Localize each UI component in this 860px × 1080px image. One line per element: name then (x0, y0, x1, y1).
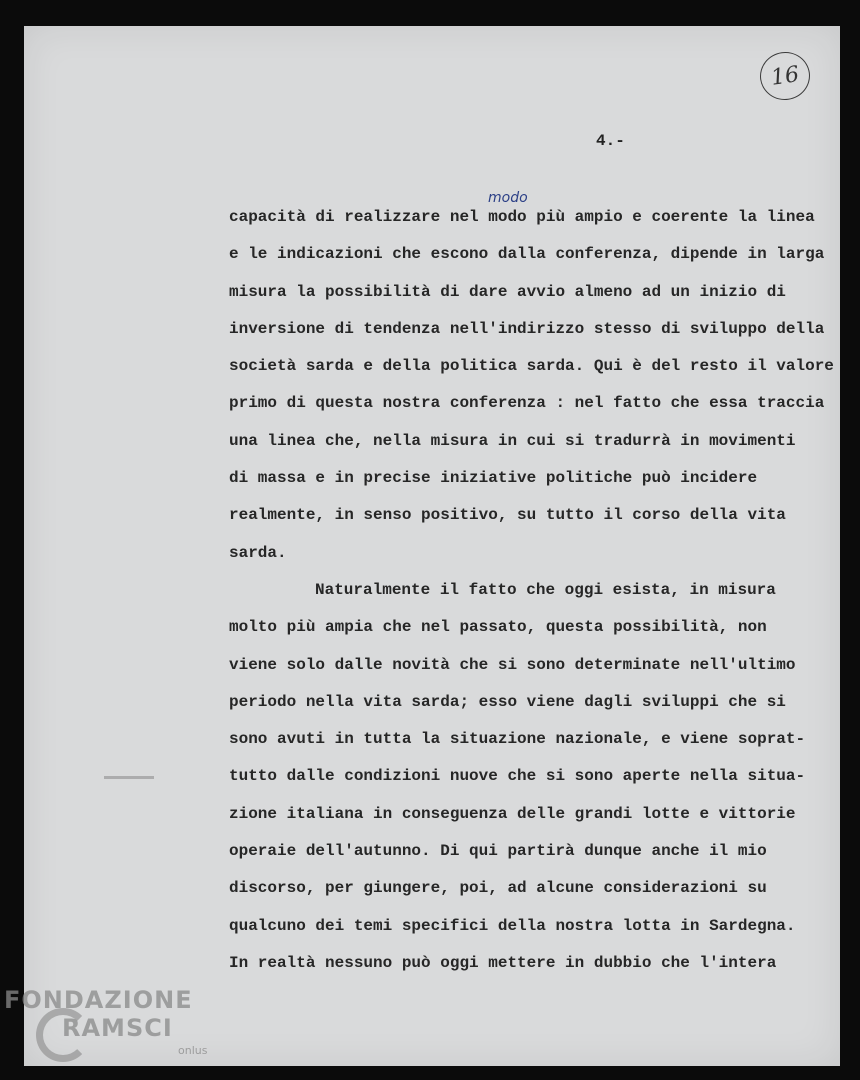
text-line: e le indicazioni che escono dalla conferenza, dipende in larga (229, 245, 825, 264)
watermark-logo (4, 986, 214, 1076)
text-line: zione italiana in conseguenza delle grandi lotte e vittorie (229, 804, 796, 823)
text-line: In realtà nessuno può oggi mettere in dubbio che l'intera (229, 953, 777, 972)
body-text (229, 205, 841, 988)
page-number: 4.- (596, 132, 625, 150)
text-line: inversione di tendenza nell'indirizzo stesso di sviluppo della (229, 319, 825, 338)
watermark-line1: FONDAZIONE (4, 986, 193, 1014)
text-line: tutto dalle condizioni nuove che si sono aperte nella situa- (229, 767, 806, 786)
watermark-line2: RAMSCI (62, 1014, 173, 1042)
text-line: una linea che, nella misura in cui si tradurrà in movimenti (229, 431, 796, 450)
paragraph-start-line: Naturalmente il fatto che oggi esista, in misura (315, 580, 776, 599)
text-line: misura la possibilità di dare avvio almeno ad un inizio di (229, 282, 786, 301)
text-line: operaie dell'autunno. Di qui partirà dunque anche il mio (229, 842, 767, 861)
text-line: periodo nella vita sarda; esso viene dagli sviluppi che si (229, 692, 786, 711)
text-line: qualcuno dei temi specifici della nostra lotta in Sardegna. (229, 916, 796, 935)
text-line: di massa e in precise iniziative politiche può incidere (229, 469, 758, 488)
text-line: realmente, in senso positivo, su tutto il corso della vita (229, 506, 786, 525)
handwritten-annotation: modo (488, 190, 528, 206)
text-line: capacità di realizzare nel modo più ampio e coerente la linea (229, 208, 815, 226)
margin-mark (104, 776, 154, 779)
text-line: discorso, per giungere, poi, ad alcune considerazioni su (229, 879, 767, 898)
text-line: molto più ampia che nel passato, questa possibilità, non (229, 618, 767, 637)
text-line: società sarda e della politica sarda. Qui è del resto il valore (229, 357, 834, 376)
watermark-suffix: onlus (178, 1044, 208, 1057)
text-line: sono avuti in tutta la situazione nazionale, e viene soprat- (229, 730, 806, 749)
text-line: sarda. (229, 543, 287, 562)
folio-number: 16 (769, 62, 801, 91)
text-line: viene solo dalle novità che si sono determinate nell'ultimo (229, 655, 796, 674)
text-line: primo di questa nostra conferenza : nel fatto che essa traccia (229, 394, 825, 413)
